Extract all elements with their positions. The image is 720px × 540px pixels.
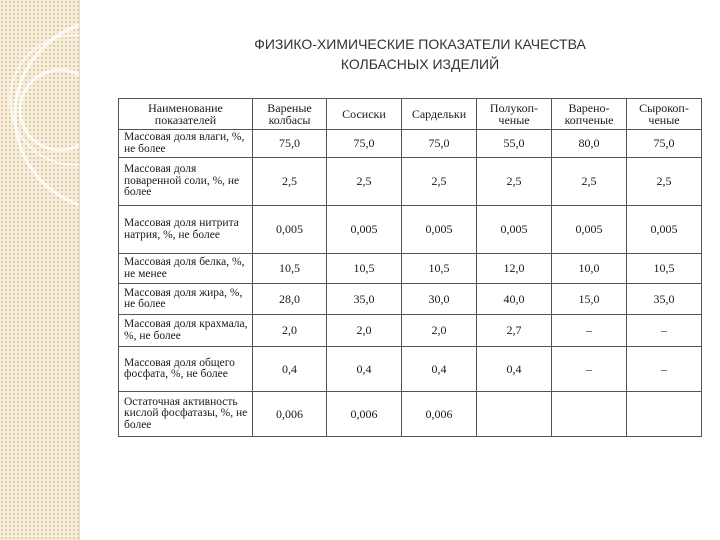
cell-value: 35,0 bbox=[327, 284, 402, 315]
table-row bbox=[119, 347, 702, 392]
parameter-name: Массовая доля поваренной соли, %, не более bbox=[119, 158, 253, 206]
table-row bbox=[119, 158, 702, 206]
cell-value: 55,0 bbox=[477, 130, 552, 158]
parameter-name: Массовая доля нитрита натрия, %, не более bbox=[119, 206, 253, 254]
parameter-name: Массовая доля влаги, %, не более bbox=[119, 130, 253, 158]
table-header-row bbox=[119, 99, 702, 130]
cell-value: 10,5 bbox=[627, 254, 702, 284]
col-header-boiled-sausage: Вареные колбасы bbox=[253, 99, 327, 130]
cell-value: 2,7 bbox=[477, 315, 552, 347]
cell-value: 15,0 bbox=[552, 284, 627, 315]
decorative-circles bbox=[0, 0, 79, 540]
cell-value bbox=[627, 392, 702, 437]
title-line-2: КОЛБАСНЫХ ИЗДЕЛИЙ bbox=[340, 56, 500, 72]
cell-value: 80,0 bbox=[552, 130, 627, 158]
cell-value: 75,0 bbox=[402, 130, 477, 158]
cell-value: 0,005 bbox=[477, 206, 552, 254]
cell-value: 75,0 bbox=[253, 130, 327, 158]
title-line-1: ФИЗИКО-ХИМИЧЕСКИЕ ПОКАЗАТЕЛИ КАЧЕСТВА bbox=[254, 36, 586, 52]
cell-value: 0,006 bbox=[402, 392, 477, 437]
table-row bbox=[119, 315, 702, 347]
cell-value: 75,0 bbox=[327, 130, 402, 158]
cell-value: 40,0 bbox=[477, 284, 552, 315]
cell-value: 30,0 bbox=[402, 284, 477, 315]
col-header-boiled-smoked: Варено-копченые bbox=[552, 99, 627, 130]
cell-value: 2,0 bbox=[327, 315, 402, 347]
cell-value: 28,0 bbox=[253, 284, 327, 315]
cell-value: 12,0 bbox=[477, 254, 552, 284]
col-header-sardelki: Сардельки bbox=[402, 99, 477, 130]
quality-indicators-table bbox=[118, 98, 702, 437]
cell-value: 10,0 bbox=[552, 254, 627, 284]
cell-value: 2,0 bbox=[402, 315, 477, 347]
cell-value bbox=[552, 392, 627, 437]
parameter-name: Массовая доля крахмала, %, не более bbox=[119, 315, 253, 347]
parameter-name: Остаточная активность кислой фосфатазы, %, не более bbox=[119, 392, 253, 437]
slide-title bbox=[150, 34, 690, 74]
cell-value: 0,4 bbox=[327, 347, 402, 392]
cell-value: 10,5 bbox=[402, 254, 477, 284]
table-row bbox=[119, 284, 702, 315]
cell-value: 0,005 bbox=[327, 206, 402, 254]
decorative-side-strip bbox=[0, 0, 80, 540]
cell-value: 2,5 bbox=[327, 158, 402, 206]
table-row bbox=[119, 206, 702, 254]
cell-value: 0,005 bbox=[627, 206, 702, 254]
col-header-parameter: Наименование показателей bbox=[119, 99, 253, 130]
cell-value: – bbox=[627, 347, 702, 392]
cell-value: 0,4 bbox=[253, 347, 327, 392]
cell-value: 2,5 bbox=[477, 158, 552, 206]
parameter-name: Массовая доля белка, %, не менее bbox=[119, 254, 253, 284]
parameter-name: Массовая доля жира, %, не более bbox=[119, 284, 253, 315]
cell-value bbox=[477, 392, 552, 437]
cell-value: 0,4 bbox=[402, 347, 477, 392]
cell-value: 10,5 bbox=[327, 254, 402, 284]
cell-value: 75,0 bbox=[627, 130, 702, 158]
col-header-semi-smoked: Полукоп-ченые bbox=[477, 99, 552, 130]
cell-value: – bbox=[552, 347, 627, 392]
parameter-name: Массовая доля общего фосфата, %, не более bbox=[119, 347, 253, 392]
cell-value: 10,5 bbox=[253, 254, 327, 284]
cell-value: 2,5 bbox=[402, 158, 477, 206]
cell-value: 0,005 bbox=[402, 206, 477, 254]
cell-value: 35,0 bbox=[627, 284, 702, 315]
cell-value: 2,5 bbox=[253, 158, 327, 206]
col-header-dry-smoked: Сырокоп-ченые bbox=[627, 99, 702, 130]
cell-value: 0,006 bbox=[253, 392, 327, 437]
cell-value: 0,4 bbox=[477, 347, 552, 392]
table-row bbox=[119, 392, 702, 437]
cell-value: – bbox=[552, 315, 627, 347]
table-row bbox=[119, 130, 702, 158]
cell-value: 2,5 bbox=[627, 158, 702, 206]
cell-value: 0,005 bbox=[552, 206, 627, 254]
cell-value: 0,006 bbox=[327, 392, 402, 437]
cell-value: 0,005 bbox=[253, 206, 327, 254]
cell-value: 2,0 bbox=[253, 315, 327, 347]
cell-value: 2,5 bbox=[552, 158, 627, 206]
cell-value: – bbox=[627, 315, 702, 347]
table-row bbox=[119, 254, 702, 284]
col-header-frankfurters: Сосиски bbox=[327, 99, 402, 130]
